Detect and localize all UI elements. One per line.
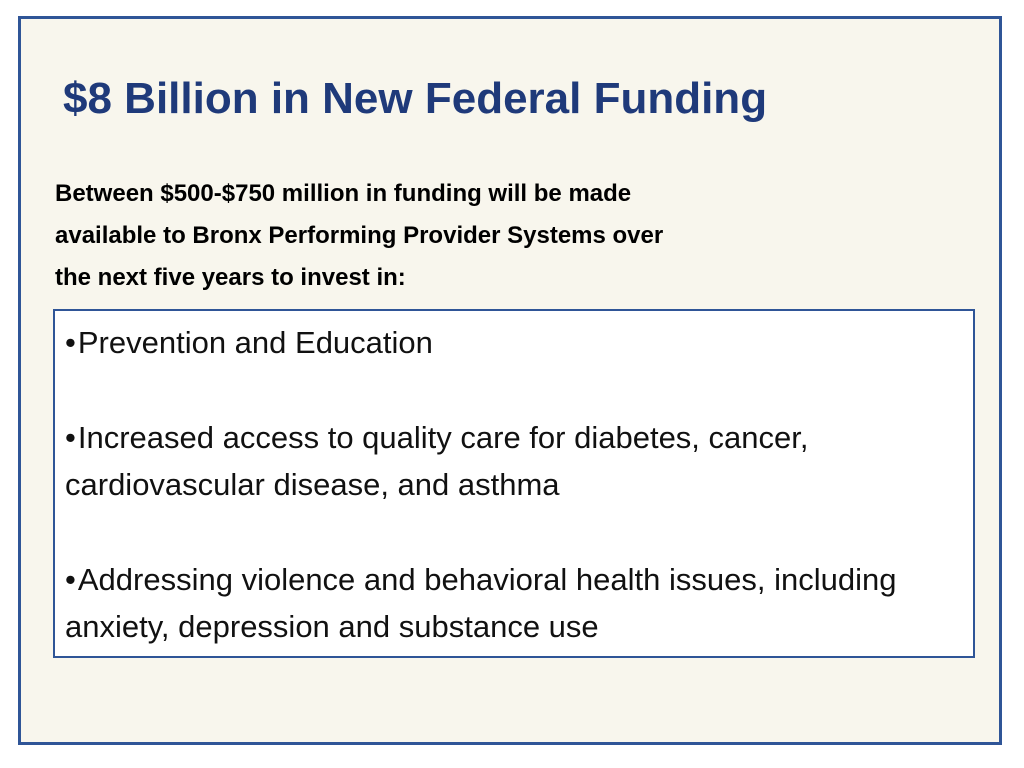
bullet-item [65, 414, 961, 508]
intro-text [55, 173, 815, 299]
bullet-text: Prevention and Education [77, 325, 433, 360]
intro-line: the next five years to invest in: [55, 264, 406, 291]
intro-line: Between $500-$750 million in funding will be made [55, 180, 632, 207]
bullet-item [65, 556, 961, 650]
intro-line: available to Bronx Performing Provider Systems over [55, 222, 664, 249]
bullet-list [65, 319, 961, 650]
bullet-icon: • [65, 420, 76, 455]
bullet-icon: • [65, 562, 76, 597]
bullet-item [65, 319, 961, 366]
bullet-text: Increased access to quality care for diabetes, cancer, cardiovascular disease, and asthma [65, 420, 809, 502]
bullet-box [53, 309, 975, 658]
bullet-text: Addressing violence and behavioral health issues, including anxiety, depression and substance use [65, 562, 897, 644]
bullet-icon: • [65, 325, 76, 360]
slide-title: $8 Billion in New Federal Funding [63, 74, 768, 123]
slide-frame [18, 16, 1002, 745]
